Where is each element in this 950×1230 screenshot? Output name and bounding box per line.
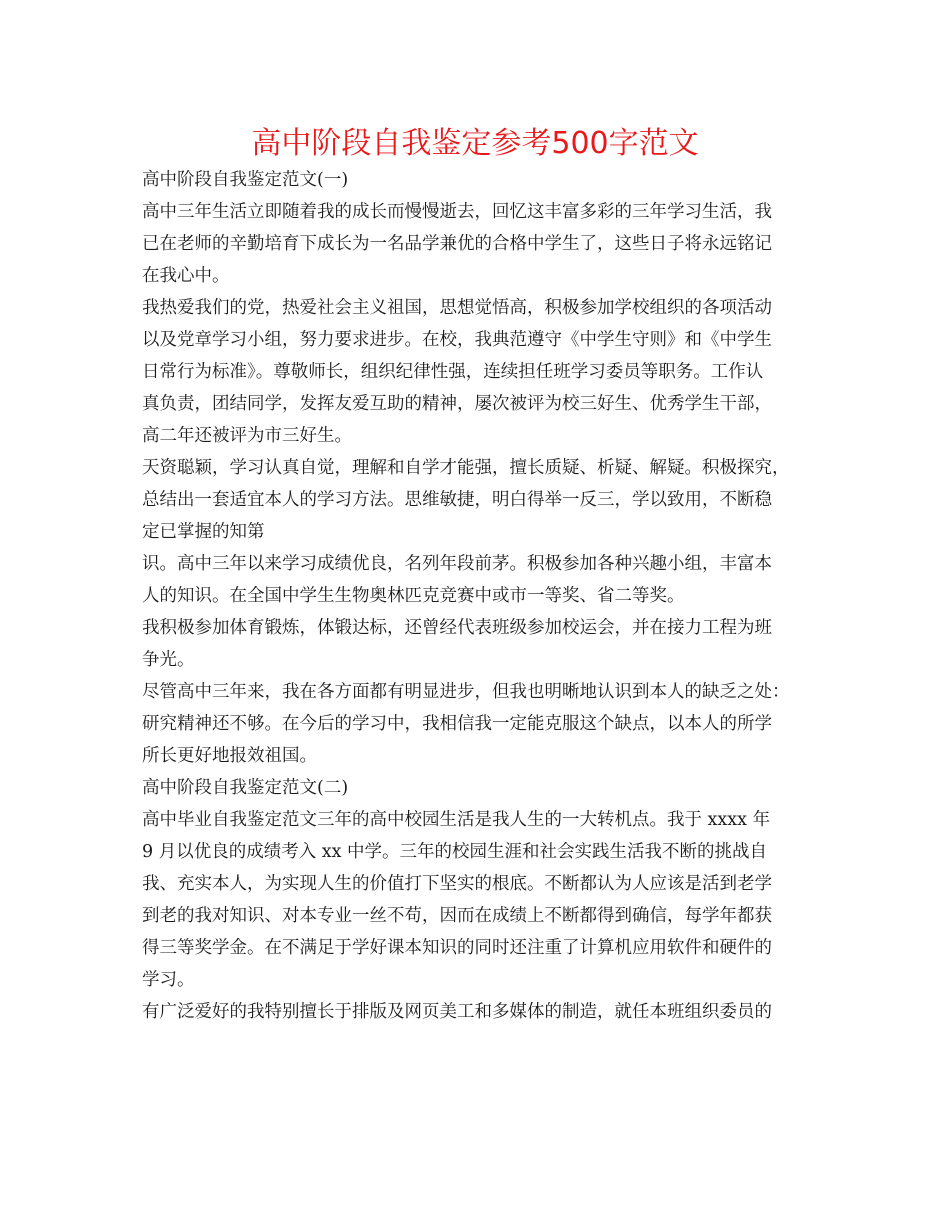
paragraph-line: 争光。 [142, 650, 195, 670]
paragraph-line: 有广泛爱好的我特别擅长于排版及网页美工和多媒体的制造，就任本班组织委员的 [142, 1002, 772, 1022]
paragraph-line: 定已掌握的知第 [142, 522, 265, 542]
paragraph-line: 高中三年生活立即随着我的成长而慢慢逝去，回忆这丰富多彩的三年学习生活，我 [142, 202, 772, 222]
paragraph-line: 在我心中。 [142, 266, 230, 286]
paragraph-line: 以及党章学习小组，努力要求进步。在校，我典范遵守《中学生守则》和《中学生 [142, 330, 772, 350]
paragraph-line: 我积极参加体育锻炼，体锻达标，还曾经代表班级参加校运会，并在接力工程为班 [142, 618, 772, 638]
paragraph-line: 得三等奖学金。在不满足于学好课本知识的同时还注重了计算机应用软件和硬件的 [142, 938, 772, 958]
document-body [142, 164, 822, 1028]
paragraph-line: 已在老师的辛勤培育下成长为一名品学兼优的合格中学生了，这些日子将永远铭记 [142, 234, 772, 254]
paragraph-line: 我热爱我们的党，热爱社会主义祖国，思想觉悟高，积极参加学校组织的各项活动 [142, 298, 772, 318]
paragraph-line: 尽管高中三年来，我在各方面都有明显进步，但我也明晰地认识到本人的缺乏之处： [142, 682, 790, 702]
paragraph-line: 9 月以优良的成绩考入 xx 中学。三年的校园生涯和社会实践生活我不断的挑战自 [142, 842, 768, 862]
paragraph-line: 总结出一套适宜本人的学习方法。思维敏捷，明白得举一反三，学以致用，不断稳 [142, 490, 772, 510]
paragraph-line: 我、充实本人，为实现人生的价值打下坚实的根底。不断都认为人应该是活到老学 [142, 874, 772, 894]
paragraph-line: 高中毕业自我鉴定范文三年的高中校园生活是我人生的一大转机点。我于 xxxx 年 [142, 810, 771, 830]
paragraph-line: 天资聪颖，学习认真自觉，理解和自学才能强，擅长质疑、析疑、解疑。积极探究， [142, 458, 790, 478]
paragraph-line: 研究精神还不够。在今后的学习中，我相信我一定能克服这个缺点，以本人的所学 [142, 714, 772, 734]
paragraph-line: 真负责，团结同学，发挥友爱互助的精神，屡次被评为校三好生、优秀学生干部， [142, 394, 772, 414]
paragraph-line: 人的知识。在全国中学生生物奥林匹克竞赛中或市一等奖、省二等奖。 [142, 586, 685, 606]
section-heading-2: 高中阶段自我鉴定范文(二) [142, 778, 349, 798]
paragraph-line: 识。高中三年以来学习成绩优良，名列年段前茅。积极参加各种兴趣小组，丰富本 [142, 554, 772, 574]
paragraph-line: 高二年还被评为市三好生。 [142, 426, 352, 446]
paragraph-line: 到老的我对知识、对本专业一丝不苟，因而在成绩上不断都得到确信，每学年都获 [142, 906, 772, 926]
paragraph-line: 日常行为标准》。尊敬师长，组织纪律性强，连续担任班学习委员等职务。工作认 [142, 362, 764, 382]
paragraph-line: 所长更好地报效祖国。 [142, 746, 317, 766]
section-heading-1: 高中阶段自我鉴定范文(一) [142, 170, 349, 190]
paragraph-line: 学习。 [142, 970, 195, 990]
document-title: 高中阶段自我鉴定参考500字范文 [251, 126, 699, 161]
